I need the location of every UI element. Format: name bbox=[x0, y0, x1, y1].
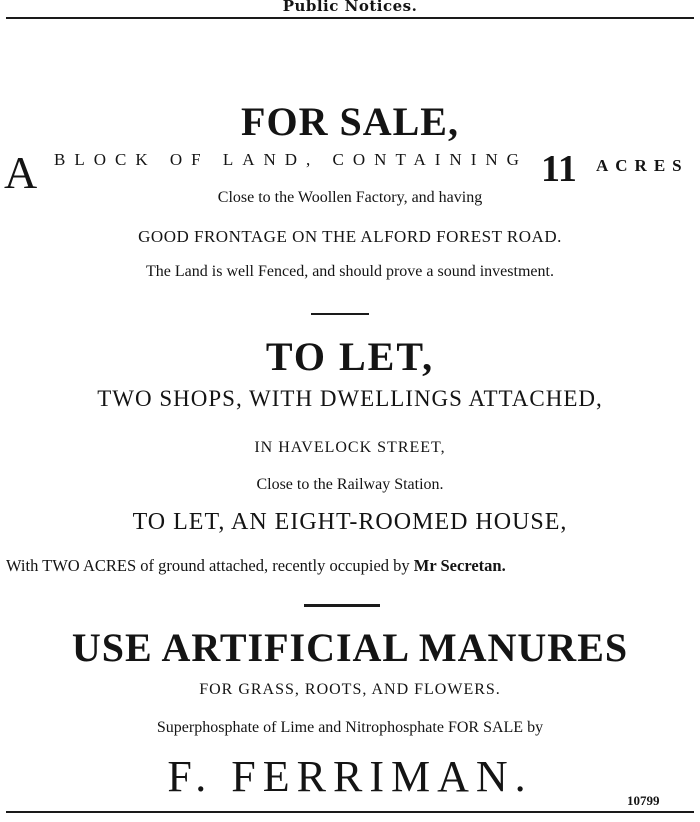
sale-line: Superphosphate of Lime and Nitrophosphate FOR SALE by bbox=[156, 719, 544, 736]
station-line: Close to the Railway Station. bbox=[256, 476, 444, 493]
manures-heading: USE ARTIFICIAL MANURES bbox=[71, 625, 629, 670]
purpose-line: FOR GRASS, ROOTS, AND FLOWERS. bbox=[199, 681, 501, 698]
for-sale-heading: FOR SALE, bbox=[241, 99, 459, 144]
factory-line: Close to the Woollen Factory, and having bbox=[217, 189, 483, 206]
divider-1 bbox=[311, 313, 369, 315]
street-line: IN HAVELOCK STREET, bbox=[254, 439, 446, 456]
seller-name: F. FERRIMAN. bbox=[167, 752, 533, 801]
shops-line: TWO SHOPS, WITH DWELLINGS ATTACHED, bbox=[97, 386, 603, 411]
acres-number: 11 bbox=[541, 148, 577, 190]
drop-initial: A bbox=[4, 147, 38, 198]
occupant-name: Mr Secretan. bbox=[413, 556, 506, 575]
header-rule bbox=[6, 17, 694, 19]
house-line: TO LET, AN EIGHT-ROOMED HOUSE, bbox=[132, 509, 568, 535]
divider-2 bbox=[304, 604, 380, 607]
ground-line-text: With TWO ACRES of ground attached, recently occupied by bbox=[6, 556, 414, 575]
reference-number: 10799 bbox=[627, 793, 660, 808]
fenced-line: The Land is well Fenced, and should prove a sound investment. bbox=[146, 263, 554, 280]
acres-word: ACRES bbox=[596, 156, 689, 175]
frontage-line: GOOD FRONTAGE ON THE ALFORD FOREST ROAD. bbox=[138, 227, 562, 246]
block-of-land-line: BLOCK OF LAND, CONTAINING bbox=[54, 150, 528, 169]
to-let-heading: TO LET, bbox=[265, 334, 435, 379]
footer-rule bbox=[6, 811, 694, 813]
ground-line bbox=[6, 556, 506, 576]
section-header: Public Notices. bbox=[282, 0, 418, 15]
